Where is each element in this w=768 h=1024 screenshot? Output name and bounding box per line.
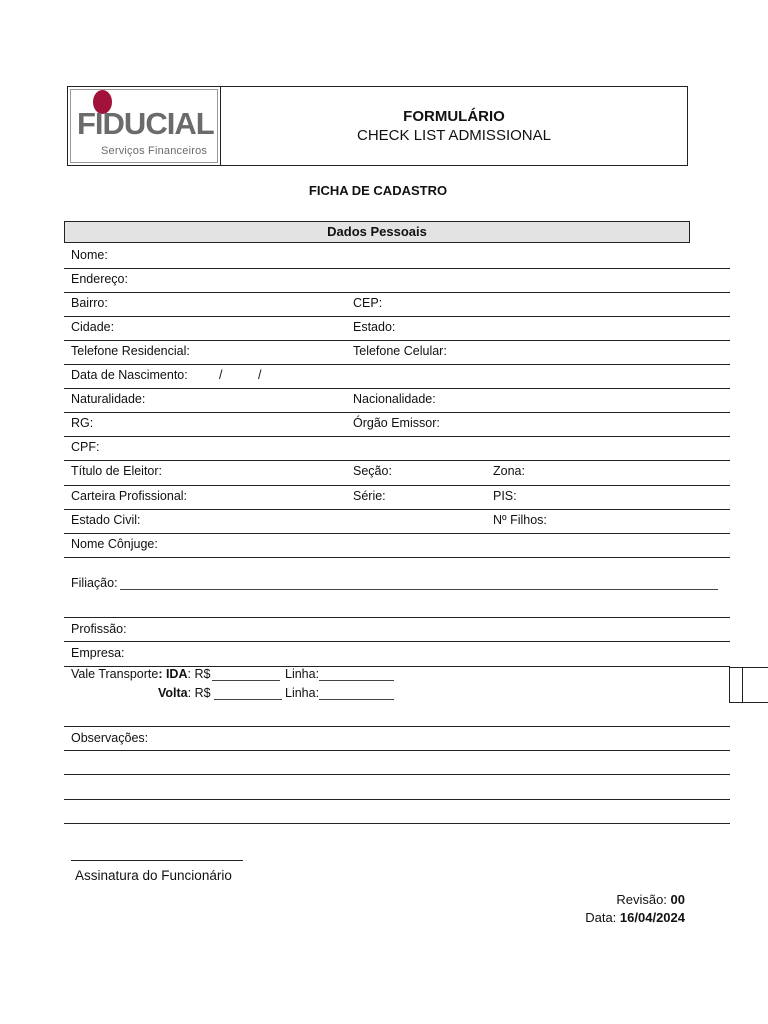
field-serie[interactable]: Série:	[353, 489, 386, 503]
signature-label: Assinatura do Funcionário	[75, 868, 232, 883]
field-telefone-celular[interactable]: Telefone Celular:	[353, 344, 447, 358]
filiacao-underline	[120, 589, 718, 590]
field-pis[interactable]: PIS:	[493, 489, 517, 503]
logo-cell	[68, 87, 221, 165]
field-nome[interactable]: Nome:	[71, 248, 108, 262]
header-titles	[221, 87, 687, 165]
volta-value-underline[interactable]	[214, 699, 282, 700]
date-label: Data:	[585, 910, 617, 925]
field-observacoes[interactable]: Observações:	[71, 731, 149, 745]
row-divider	[64, 509, 730, 510]
vale-transporte-volta-row: Volta: R$	[158, 686, 211, 700]
volta-label: Volta	[158, 686, 188, 700]
volta-linha-underline[interactable]	[319, 699, 394, 700]
row-divider	[64, 799, 730, 800]
row-divider	[64, 774, 730, 775]
row-divider	[64, 460, 730, 461]
field-profissao[interactable]: Profissão:	[71, 622, 127, 636]
row-divider	[64, 340, 730, 341]
date-separator: /	[219, 368, 223, 382]
row-divider	[64, 436, 730, 437]
volta-linha-label: Linha:	[285, 686, 320, 700]
field-empresa[interactable]: Empresa:	[71, 646, 125, 660]
field-nome-conjuge[interactable]: Nome Cônjuge:	[71, 537, 158, 551]
field-naturalidade[interactable]: Naturalidade:	[71, 392, 146, 406]
field-zona[interactable]: Zona:	[493, 464, 525, 478]
field-telefone-residencial[interactable]: Telefone Residencial:	[71, 344, 190, 358]
row-divider	[64, 388, 730, 389]
document-date	[585, 910, 685, 925]
field-cep[interactable]: CEP:	[353, 296, 383, 310]
row-divider	[64, 823, 730, 824]
ficha-title: FICHA DE CADASTRO	[308, 183, 448, 198]
ida-value-underline[interactable]	[212, 680, 280, 681]
row-divider	[64, 485, 730, 486]
field-bairro[interactable]: Bairro:	[71, 296, 108, 310]
row-divider	[64, 617, 730, 618]
field-orgao-emissor[interactable]: Órgão Emissor:	[353, 416, 440, 430]
field-estado[interactable]: Estado:	[353, 320, 396, 334]
section-header-dados-pessoais: Dados Pessoais	[64, 221, 690, 243]
logo-subtitle: Serviços Financeiros	[101, 145, 208, 157]
field-secao[interactable]: Seção:	[353, 464, 392, 478]
row-divider	[64, 292, 730, 293]
row-divider	[64, 641, 730, 642]
logo-wordmark: FIDUCIAL	[77, 106, 214, 141]
field-titulo-eleitor[interactable]: Título de Eleitor:	[71, 464, 163, 478]
right-edge-divider	[742, 667, 743, 703]
field-estado-civil[interactable]: Estado Civil:	[71, 513, 141, 527]
field-rg[interactable]: RG:	[71, 416, 94, 430]
rs-label: R$	[194, 686, 211, 700]
row-divider	[64, 412, 730, 413]
row-divider	[64, 750, 730, 751]
signature-line[interactable]	[71, 860, 243, 861]
field-data-nascimento[interactable]: Data de Nascimento:	[71, 368, 188, 382]
row-divider	[64, 364, 730, 365]
field-numero-filhos[interactable]: Nº Filhos:	[493, 513, 547, 527]
form-subtitle: CHECK LIST ADMISSIONAL	[357, 127, 551, 144]
row-divider	[64, 268, 730, 269]
ida-linha-label: Linha:	[285, 667, 320, 681]
row-divider	[64, 726, 730, 727]
row-divider	[64, 316, 730, 317]
field-nacionalidade[interactable]: Nacionalidade:	[353, 392, 436, 406]
logo	[70, 89, 218, 163]
revision-label: Revisão:	[616, 892, 667, 907]
vale-transporte-label: Vale Transporte	[71, 667, 159, 681]
row-divider	[64, 533, 730, 534]
field-cidade[interactable]: Cidade:	[71, 320, 115, 334]
date-separator: /	[258, 368, 262, 382]
field-filiacao[interactable]: Filiação:	[71, 576, 118, 590]
form-title: FORMULÁRIO	[403, 108, 505, 125]
right-edge-box	[729, 667, 768, 703]
revision	[616, 892, 685, 907]
field-cpf[interactable]: CPF:	[71, 440, 100, 454]
field-carteira-profissional[interactable]: Carteira Profissional:	[71, 489, 188, 503]
row-divider	[64, 557, 730, 558]
date-value: 16/04/2024	[619, 910, 685, 925]
ida-label: : IDA	[158, 667, 188, 681]
vale-transporte-ida-row: Vale Transporte: IDA: R$	[71, 667, 211, 681]
field-endereco[interactable]: Endereço:	[71, 272, 128, 286]
ida-linha-underline[interactable]	[319, 680, 394, 681]
header-box	[67, 86, 688, 166]
revision-value: 00	[670, 892, 685, 907]
rs-label: R$	[194, 667, 211, 681]
